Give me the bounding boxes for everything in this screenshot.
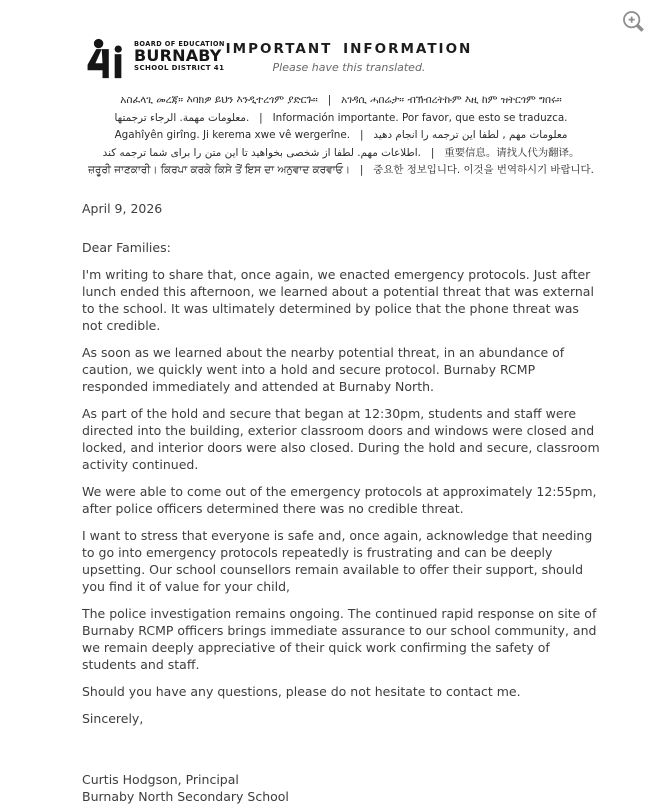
- body-paragraph: As soon as we learned about the nearby potential threat, in an abundance of caution, we quickly went into a hold and secure protocol. Burnaby RCMP responded immediately and attended at Burnaby North.: [82, 344, 565, 394]
- zoom-in-cursor-icon: [620, 8, 648, 36]
- body-paragraph: I'm writing to share that, once again, we enacted emergency protocols. Just after lunch ended this afternoon, we learned about a potential threat that was external to the school. It was ultimately determined by police that the phone threat was not credible.: [82, 266, 594, 333]
- body-paragraph: Should you have any questions, please do not hesitate to contact me.: [82, 683, 521, 699]
- salutation: Dear Families:: [82, 239, 171, 255]
- body-paragraph: We were able to come out of the emergency protocols at approximately 12:55pm, after police officers determined there was no credible threat.: [82, 483, 597, 516]
- adult-child-figures-icon: [86, 38, 130, 79]
- body-paragraph: The police investigation remains ongoing. The continued rapid response on site of Burnaby RCMP officers brings immediate assurance to our school community, and we remain deeply appreciative of their quick work confirming the safety of students and staff.: [82, 605, 597, 672]
- translation-line-punjabi-korean: ਜ਼ਰੂਰੀ ਜਾਣਕਾਰੀ। ਕਿਰਪਾ ਕਰਕੇ ਕਿਸੇ ਤੋਂ ਇਸ ਦਾ ਅਨੁਵਾਦ ਕਰਵਾਓ। | 중요한 정보입니다. 이것을 번역하시기 바랍니다.: [88, 164, 594, 176]
- signature-block: [82, 771, 600, 805]
- letter-header: [82, 38, 600, 86]
- signature-school: Burnaby North Secondary School: [82, 788, 289, 804]
- translation-line-farsi-chinese: اطلاعات مهم. لطفا از شخصی بخواهید تا این متن را برای شما ترجمه کند. | 重要信息。请找人代为翻译。: [102, 146, 580, 159]
- logo-district-name: BURNABY: [134, 46, 222, 65]
- translation-line-amharic-tigrinya: አስፈላጊ መረጃ። እባክዎ ይህን እንዲተረጎም ያድርጉ። | አገዳሲ ሓበሬታ። ብኽብረትኩም እዚ ከም ዝትርጎም ግበሩ።: [120, 94, 562, 106]
- logo-district-number: SCHOOL DISTRICT 41: [134, 64, 225, 72]
- header-title-block: [204, 41, 494, 74]
- translate-tagline: Please have this translated.: [272, 61, 426, 74]
- signature-name: Curtis Hodgson, Principal: [82, 771, 239, 787]
- letter-body: [82, 200, 600, 805]
- page-title: IMPORTANT INFORMATION: [225, 41, 473, 57]
- body-paragraph: I want to stress that everyone is safe and, once again, acknowledge that needing to go into emergency protocols repeatedly is frustrating and can be deeply upsetting. Our school counsellors remain available to offer their support, should you find it of value for your child,: [82, 527, 593, 594]
- translation-line-kurdish-dari: Agahîyên girîng. Ji kerema xwe vê wergerîne. | معلومات مهم , لطفا این ترجمه را انجام دهید: [114, 129, 568, 141]
- logo-board-line: BOARD OF EDUCATION: [134, 40, 225, 48]
- closing-line: Sincerely,: [82, 710, 144, 726]
- date-line: April 9, 2026: [82, 200, 163, 216]
- multilingual-notice-block: [82, 92, 600, 180]
- translation-line-arabic-spanish: معلومات مهمة. الرجاء ترجمتها. | Información importante. Por favor, que esto se traduzca.: [114, 111, 568, 124]
- body-paragraph: As part of the hold and secure that began at 12:30pm, students and staff were directed into the building, exterior classroom doors and windows were closed and locked, and interior doors were also closed. During the hold and secure, classroom activity continued.: [82, 405, 600, 472]
